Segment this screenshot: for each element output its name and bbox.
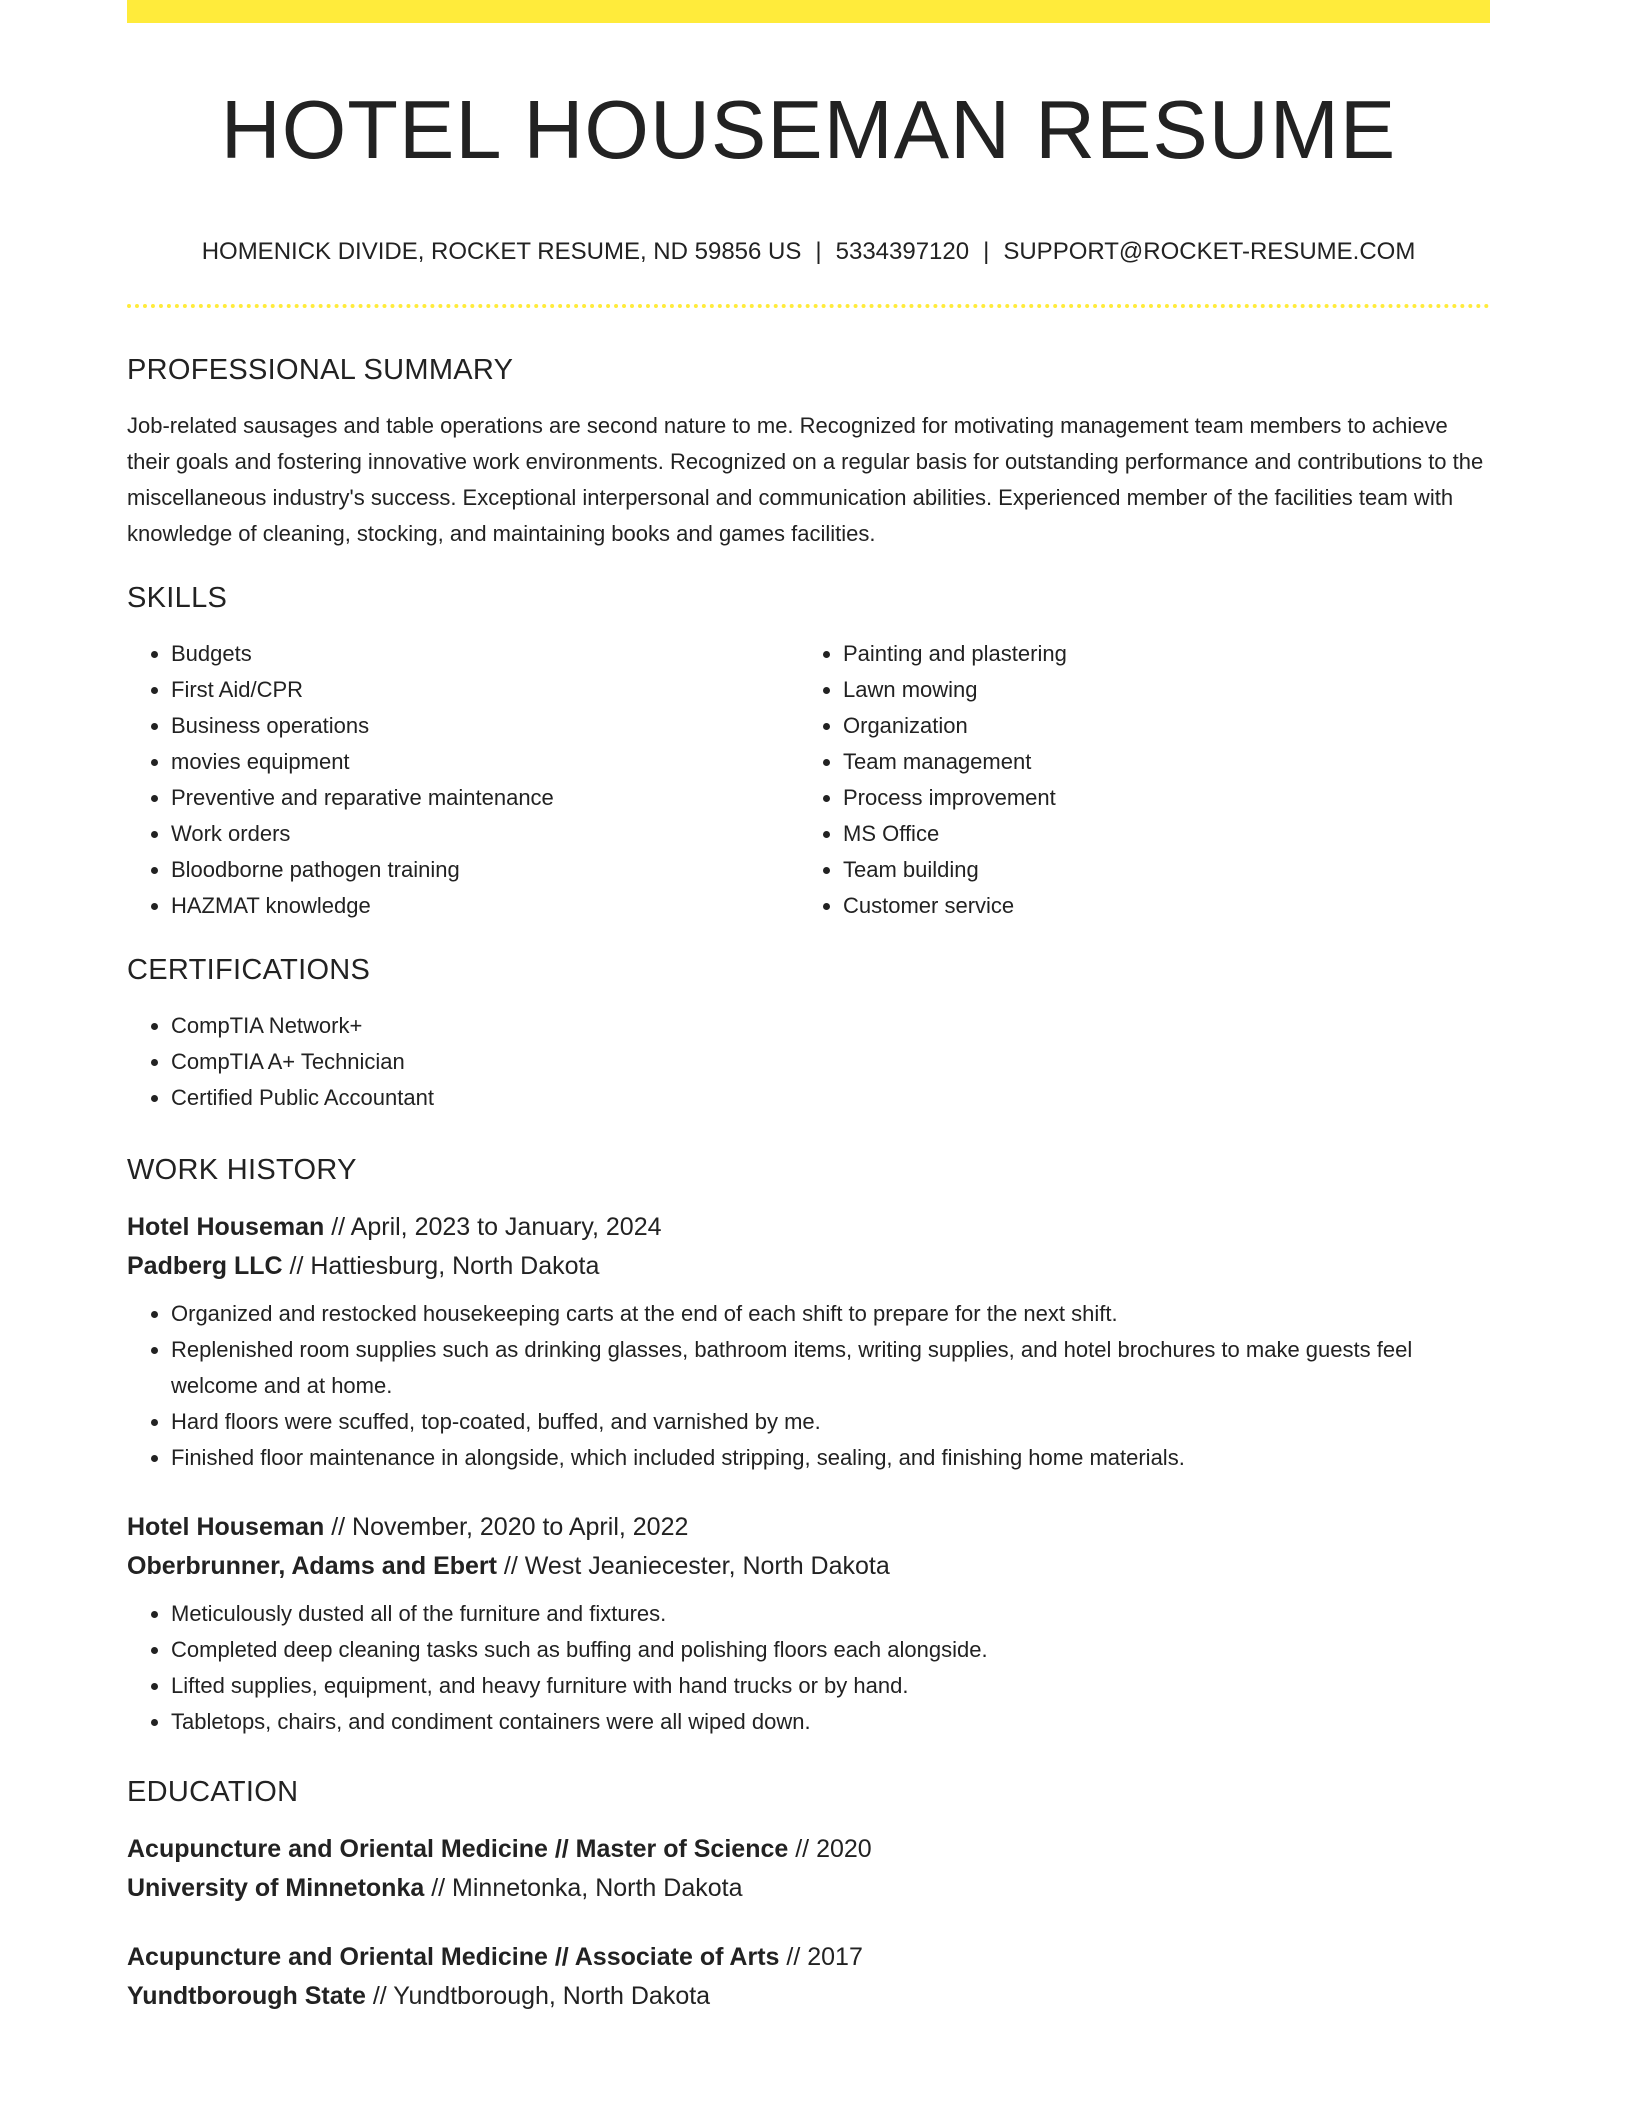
education-degree-line xyxy=(127,1830,1490,1869)
job-company-line xyxy=(127,1547,1490,1586)
job-entry xyxy=(127,1508,1490,1740)
skill-item: • Work orders xyxy=(171,816,799,852)
education-entry xyxy=(127,1830,1490,1908)
skills-list-left xyxy=(127,636,799,924)
job-company: Oberbrunner, Adams and Ebert xyxy=(127,1552,497,1580)
job-duty: • Completed deep cleaning tasks such as buffing and polishing floors each alongside. xyxy=(171,1632,1490,1668)
skill-item: • Team management xyxy=(843,744,1471,780)
skills-column-right xyxy=(799,636,1471,924)
job-title-line xyxy=(127,1208,1490,1247)
skill-item: • Customer service xyxy=(843,888,1471,924)
summary-heading: PROFESSIONAL SUMMARY xyxy=(127,354,514,386)
job-duty: • Lifted supplies, equipment, and heavy furniture with hand trucks or by hand. xyxy=(171,1668,1490,1704)
skill-item: • Process improvement xyxy=(843,780,1471,816)
job-entry xyxy=(127,1208,1490,1476)
skill-item: • Budgets xyxy=(171,636,799,672)
certification-item: • Certified Public Accountant xyxy=(171,1080,1490,1116)
skill-item: • MS Office xyxy=(843,816,1471,852)
job-company-line xyxy=(127,1247,1490,1286)
education-school: Yundtborough State xyxy=(127,1982,366,2010)
skill-item: • First Aid/CPR xyxy=(171,672,799,708)
contact-separator: | xyxy=(815,238,822,265)
skills-column-left xyxy=(127,636,799,924)
skills-section xyxy=(127,578,1490,924)
skills-heading: SKILLS xyxy=(127,582,228,614)
skill-item: • Lawn mowing xyxy=(843,672,1471,708)
certifications-heading: CERTIFICATIONS xyxy=(127,954,371,986)
skill-item: • Bloodborne pathogen training xyxy=(171,852,799,888)
education-school: University of Minnetonka xyxy=(127,1874,425,1902)
contact-line xyxy=(127,236,1490,268)
job-title: Hotel Houseman xyxy=(127,1213,325,1241)
certification-item: • CompTIA A+ Technician xyxy=(171,1044,1490,1080)
contact-email: SUPPORT@ROCKET-RESUME.COM xyxy=(1003,238,1416,265)
education-heading: EDUCATION xyxy=(127,1776,299,1808)
education-location: // Minnetonka, North Dakota xyxy=(424,1874,743,1902)
education-year: // 2020 xyxy=(788,1835,872,1863)
skill-item: • Team building xyxy=(843,852,1471,888)
skill-item: • Painting and plastering xyxy=(843,636,1471,672)
dotted-divider xyxy=(127,304,1490,308)
contact-phone: 5334397120 xyxy=(835,238,970,265)
job-duty: • Hard floors were scuffed, top-coated, buffed, and varnished by me. xyxy=(171,1404,1490,1440)
skill-item: • HAZMAT knowledge xyxy=(171,888,799,924)
job-duty: • Replenished room supplies such as drinking glasses, bathroom items, writing supplies, and hotel brochures to make guests feel welcome and at home. xyxy=(171,1332,1490,1404)
job-location: // West Jeaniecester, North Dakota xyxy=(496,1552,890,1580)
job-duty: • Organized and restocked housekeeping carts at the end of each shift to prepare for the next shift. xyxy=(171,1296,1490,1332)
resume-body xyxy=(127,350,1490,2046)
education-school-line xyxy=(127,1869,1490,1908)
job-title-line xyxy=(127,1508,1490,1547)
skills-list-right xyxy=(799,636,1471,924)
job-title: Hotel Houseman xyxy=(127,1513,325,1541)
job-duty: • Finished floor maintenance in alongside, which included stripping, sealing, and finishing home materials. xyxy=(171,1440,1490,1476)
job-location: // Hattiesburg, North Dakota xyxy=(282,1252,600,1280)
education-school-line xyxy=(127,1977,1490,2016)
contact-separator: | xyxy=(983,238,990,265)
job-company: Padberg LLC xyxy=(127,1252,283,1280)
education-section xyxy=(127,1772,1490,2016)
summary-text: Job-related sausages and table operations are second nature to me. Recognized for motivating management team members to achieve their goals and fostering innovative work environments. Recognized on a regular basis for outstanding performance and contributions to the miscellaneous industry's success. Exceptional interpersonal and communication abilities. Experienced member of the facilities team with knowledge of cleaning, stocking, and maintaining books and games facilities. xyxy=(127,413,1484,546)
skill-item: • Preventive and reparative maintenance xyxy=(171,780,799,816)
certifications-section xyxy=(127,950,1490,1116)
skill-item: • Organization xyxy=(843,708,1471,744)
job-dates: // November, 2020 to April, 2022 xyxy=(324,1513,689,1541)
work-history-heading: WORK HISTORY xyxy=(127,1154,357,1186)
job-duty: • Meticulously dusted all of the furniture and fixtures. xyxy=(171,1596,1490,1632)
education-year: // 2017 xyxy=(779,1943,863,1971)
education-degree: Acupuncture and Oriental Medicine // Associate of Arts xyxy=(127,1943,780,1971)
education-degree: Acupuncture and Oriental Medicine // Master of Science xyxy=(127,1835,789,1863)
job-duties-list xyxy=(127,1596,1490,1740)
skill-item: • Business operations xyxy=(171,708,799,744)
job-duties-list xyxy=(127,1296,1490,1476)
education-location: // Yundtborough, North Dakota xyxy=(365,1982,711,2010)
job-dates: // April, 2023 to January, 2024 xyxy=(324,1213,662,1241)
education-entry xyxy=(127,1938,1490,2016)
education-degree-line xyxy=(127,1938,1490,1977)
job-duty: • Tabletops, chairs, and condiment containers were all wiped down. xyxy=(171,1704,1490,1740)
top-accent-bar xyxy=(127,0,1490,23)
skill-item: • movies equipment xyxy=(171,744,799,780)
work-history-section xyxy=(127,1150,1490,1740)
contact-address: HOMENICK DIVIDE, ROCKET RESUME, ND 59856 US xyxy=(201,238,802,265)
certification-item: • CompTIA Network+ xyxy=(171,1008,1490,1044)
skills-grid xyxy=(127,636,1490,924)
certifications-list xyxy=(127,1008,1490,1116)
summary-section xyxy=(127,350,1490,552)
resume-title: HOTEL HOUSEMAN RESUME xyxy=(220,83,1397,176)
